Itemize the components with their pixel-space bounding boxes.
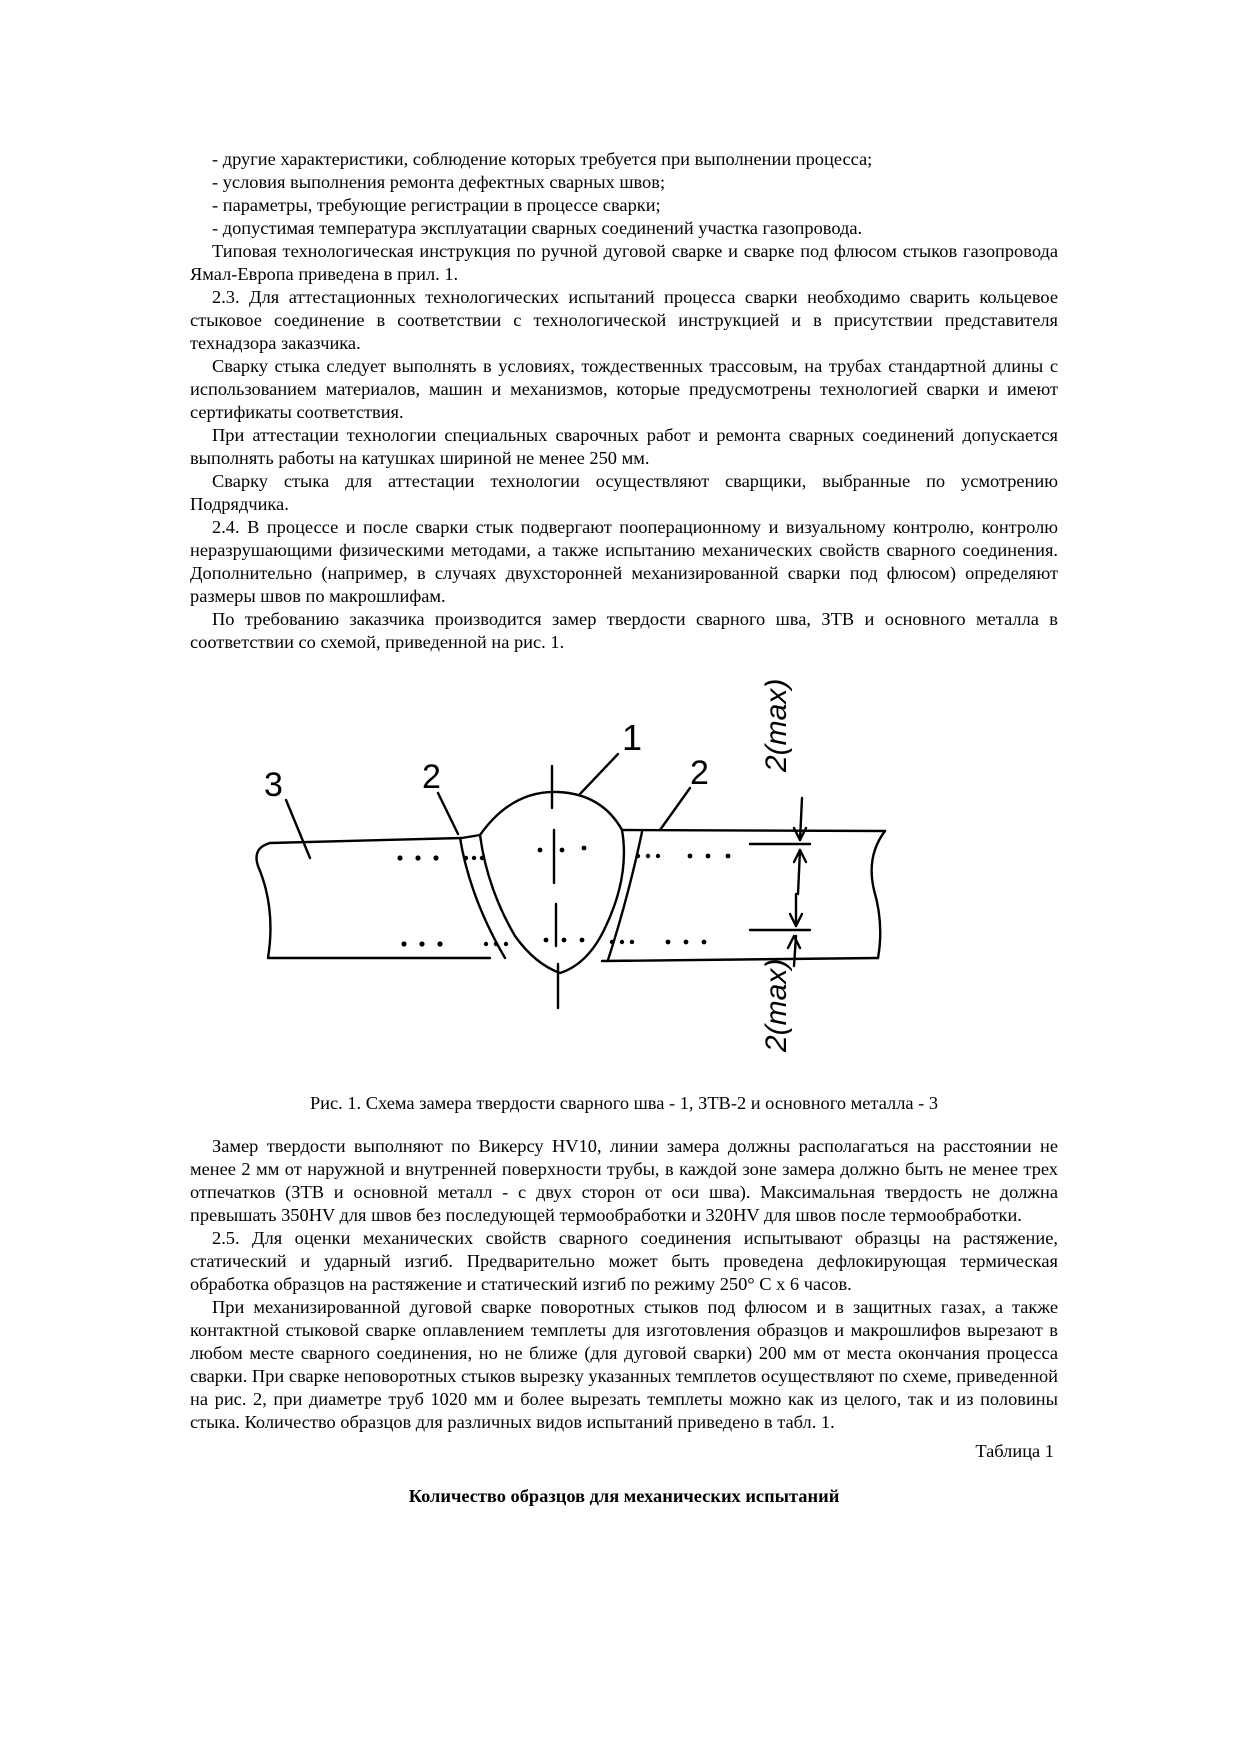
label-dimension-bottom: 2(max)	[760, 958, 793, 1052]
document-page	[190, 148, 1058, 1508]
label-haz-left: 2	[422, 758, 441, 796]
paragraph: 2.4. В процессе и после сварки стык подвергают пооперационному и визуальному контролю, контролю неразрушающими физическими методами, а также испытанию механических свойств сварного соединения. Дополнительно (например, в случаях двухсторонней механизированной сварки под флюсом) определяют размеры швов по макрошлифам.	[190, 517, 1058, 606]
weld-hardness-figure	[190, 668, 1058, 1088]
table-label: Таблица 1	[975, 1441, 1054, 1461]
paragraph: Замер твердости выполняют по Викерсу HV10, линии замера должны располагаться на расстоянии не менее 2 мм от наружной и внутренней поверхности трубы, в каждой зоне замера должно быть не менее трех отпечатков (ЗТВ и основной металл - с двух сторон от оси шва). Максимальная твердость не должна превышать 350HV для швов без последующей термообработки и 320HV для швов после термообработки.	[190, 1136, 1058, 1225]
paragraph: Сварку стыка для аттестации технологии осуществляют сварщики, выбранные по усмотрению Подрядчика.	[190, 471, 1058, 514]
weld-cross-section-drawing	[190, 668, 1058, 1088]
right-pipe-bottom-surface	[602, 958, 878, 961]
list-item: - допустимая температура эксплуатации сварных соединений участка газопровода.	[212, 218, 863, 238]
label-weld: 1	[622, 717, 643, 758]
label-haz-right: 2	[690, 754, 709, 792]
left-pipe-outline	[257, 843, 491, 958]
label-dimension-top: 2(max)	[760, 678, 793, 772]
paragraph: 2.3. Для аттестационных технологических испытаний процесса сварки необходимо сварить кольцевое стыковое соединение в соответствии с технологической инструкцией и в присутствии представителя технадзора заказчика.	[190, 287, 1058, 353]
dimension-line-top	[750, 798, 810, 894]
right-pipe-break	[872, 831, 885, 958]
paragraph: Сварку стыка следует выполнять в условиях, тождественных трассовым, на трубах стандартной длины с использованием материалов, машин и механизмов, которые предусмотрены технологией сварки и имеют сертификаты соответствия.	[190, 356, 1058, 422]
paragraph: По требованию заказчика производится замер твердости сварного шва, ЗТВ и основного металла в соответствии со схемой, приведенной на рис. 1.	[190, 609, 1058, 652]
requirements-list	[190, 148, 1058, 240]
label-base-metal: 3	[264, 766, 283, 804]
weld-bead-outline	[480, 792, 624, 973]
paragraph: При аттестации технологии специальных сварочных работ и ремонта сварных соединений допускается выполнять работы на катушках шириной не менее 250 мм.	[190, 425, 1058, 468]
leader-haz-left	[438, 793, 458, 834]
leader-weld	[580, 754, 618, 794]
leader-base	[286, 800, 310, 858]
right-pipe-top-surface	[622, 830, 885, 831]
paragraph: 2.5. Для оценки механических свойств сварного соединения испытывают образцы на растяжение, статический и ударный изгиб. Предварительно может быть проведена дефлокирующая термическая обработка образцов на растяжение и статический изгиб по режиму 250° С х 6 часов.	[190, 1228, 1058, 1294]
measurement-points	[397, 846, 730, 947]
dimension-line-bottom	[750, 894, 810, 966]
list-item: - другие характеристики, соблюдение которых требуется при выполнении процесса;	[212, 149, 873, 169]
leader-haz-right	[660, 788, 690, 830]
paragraph: Типовая технологическая инструкция по ручной дуговой сварке и сварке под флюсом стыков газопровода Ямал-Европа приведена в прил. 1.	[190, 241, 1058, 284]
table-title: Количество образцов для механических испытаний	[408, 1486, 840, 1506]
list-item: - условия выполнения ремонта дефектных сварных швов;	[212, 172, 666, 192]
list-item: - параметры, требующие регистрации в процессе сварки;	[212, 195, 661, 215]
paragraph: При механизированной дуговой сварке поворотных стыков под флюсом и в защитных газах, а также контактной стыковой сварке оплавлением темплеты для изготовления образцов и макрошлифов вырезают в любом месте сварного соединения, но не ближе (для дуговой сварки) 200 мм от места окончания процесса сварки. При сварке неповоротных стыков вырезку указанных темплетов осуществляют по схеме, приведенной на рис. 2, при диаметре труб 1020 мм и более вырезать темплеты можно как из целого, так и из половины стыка. Количество образцов для различных видов испытаний приведено в табл. 1.	[190, 1297, 1058, 1432]
figure-caption: Рис. 1. Схема замера твердости сварного шва - 1, ЗТВ-2 и основного металла - 3	[309, 1093, 939, 1113]
